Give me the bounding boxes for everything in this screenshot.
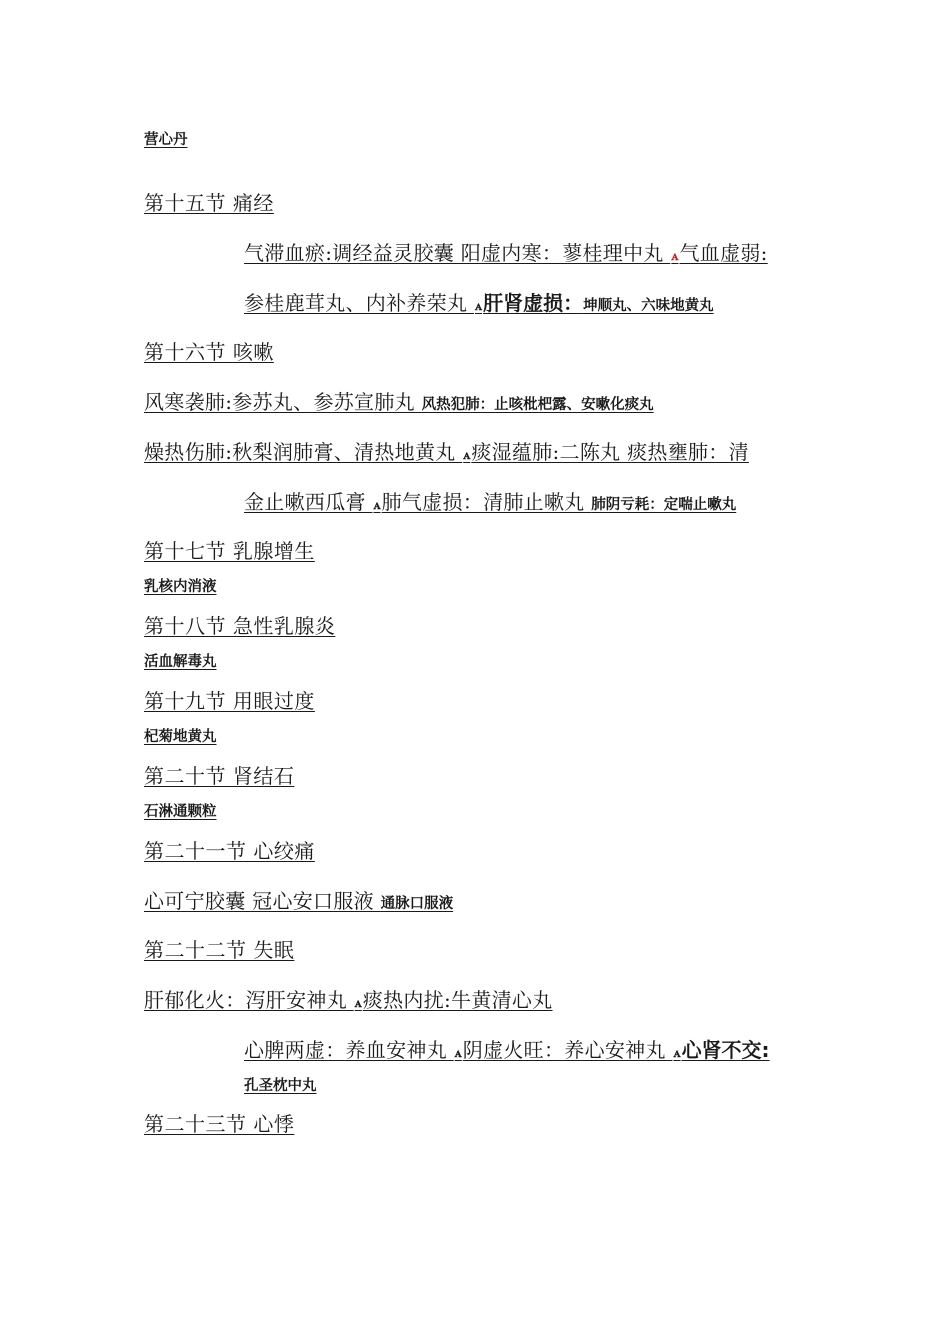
section-15-line-2-text-c: 坤顺丸、六味地黄丸 [583,298,714,314]
section-23-heading: 第二十三节 心悸 [144,1112,295,1136]
section-22-line-1-text-a: 肝郁化火：泻肝安神丸 [144,988,354,1012]
section-21-line-1-text-a: 心可宁胶囊 冠心安口服液 [144,889,381,913]
separator-mark: ꭺ [454,1045,462,1061]
section-20-heading: 第二十节 肾结石 [144,764,295,788]
section-22-line-1-text-b: 痰热内扰:牛黄清心丸 [362,988,553,1012]
section-22-line-3: 孔圣枕中丸 [244,1078,317,1094]
section-22-line-2 [244,1034,770,1063]
section-22-line-2-text-a: 心脾两虚：养血安神丸 [244,1038,454,1062]
separator-mark: ꭺ [474,298,483,314]
separator-mark: ꭺ [673,1045,681,1061]
section-21-heading: 第二十一节 心绞痛 [144,839,315,863]
section-17-heading: 第十七节 乳腺增生 [144,539,315,563]
section-22-line-1 [144,984,553,1013]
section-21-line-1-text-b: 通脉口服液 [380,896,454,912]
separator-mark: ꭺ [463,447,471,463]
section-15-line-2-text-a: 参桂鹿茸丸、内补养荣丸 [244,291,474,315]
section-22-line-2-text-b: 阴虚火旺：养心安神丸 [462,1038,673,1062]
section-16-line-2-text-a: 燥热伤肺:秋梨润肺膏、清热地黄丸 [144,440,463,464]
section-15-line-1-text-b: 气血虚弱: [679,241,768,265]
section-19-heading: 第十九节 用眼过度 [144,689,315,713]
separator-mark: ꭺ [671,248,679,264]
section-16-line-1-text-a: 风寒袭肺:参苏丸、参苏宣肺丸 [144,390,422,414]
section-16-line-3 [244,486,736,515]
section-16-heading: 第十六节 咳嗽 [144,340,274,364]
section-19-medicine: 杞菊地黄丸 [144,729,217,745]
section-15-heading: 第十五节 痛经 [144,191,274,215]
section-15-line-2-text-b: 肝肾虚损： [483,291,584,315]
section-21-line-1 [144,885,453,914]
section-22-heading: 第二十二节 失眠 [144,938,295,962]
section-16-line-1 [144,386,654,415]
section-16-line-3-text-c: 肺阴亏耗：定喘止嗽丸 [591,497,737,513]
section-15-line-2 [244,287,714,316]
section-16-line-3-text-b: 肺气虚损：清肺止嗽丸 [381,490,592,514]
separator-mark: ꭺ [373,497,381,513]
separator-mark: ꭺ [354,995,362,1011]
section-15-line-1 [244,237,768,266]
section-15-line-1-text-a: 气滞血瘀:调经益灵胶囊 阳虚内寒：蓼桂理中丸 [244,241,671,265]
section-17-medicine: 乳核内消液 [144,579,217,595]
section-22-line-2-text-c: 心肾不交: [681,1038,770,1062]
section-18-heading: 第十八节 急性乳腺炎 [144,614,336,638]
section-16-line-2 [144,436,749,465]
section-16-line-1-text-b: 风热犯肺：止咳枇杷露、安嗽化痰丸 [421,397,654,413]
section-20-medicine: 石淋通颗粒 [144,804,217,820]
section-18-medicine: 活血解毒丸 [144,654,217,670]
section-16-line-3-text-a: 金止嗽西瓜膏 [244,490,373,514]
medicine-yingxin: 营心丹 [144,132,188,148]
section-16-line-2-text-b: 痰湿蕴肺:二陈丸 痰热壅肺：清 [471,440,749,464]
